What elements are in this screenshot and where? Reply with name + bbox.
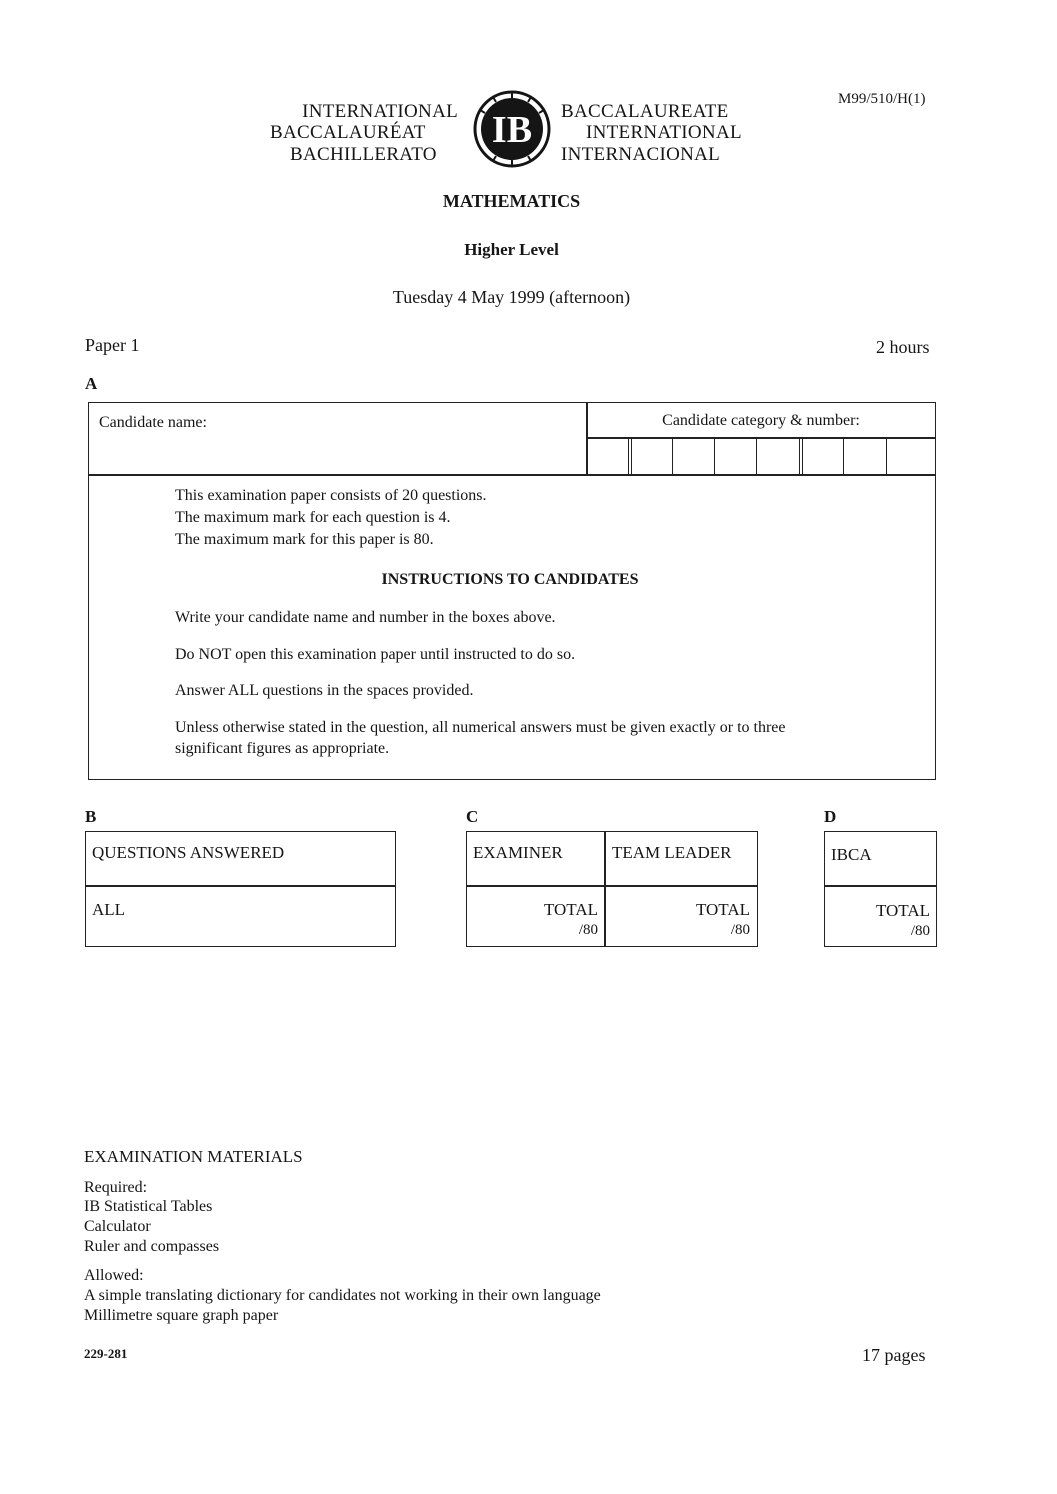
section-c-letter: C <box>466 807 479 826</box>
candidate-number-label: Candidate category & number: <box>662 412 860 429</box>
instruction-line: Answer ALL questions in the spaces provided. <box>175 682 474 699</box>
team-leader-total-label: TOTAL <box>695 900 750 919</box>
header-left-line-3: BACHILLERATO <box>290 144 437 165</box>
examiner-total-label: TOTAL <box>543 900 598 919</box>
examiner-total-max: /80 <box>578 922 598 938</box>
section-b-divider <box>85 885 396 887</box>
digit-box[interactable] <box>802 438 844 475</box>
required-label: Required: <box>84 1179 148 1196</box>
page-count: 17 pages <box>862 1345 926 1365</box>
digit-box[interactable] <box>886 438 936 475</box>
materials-title: EXAMINATION MATERIALS <box>84 1147 303 1166</box>
instruction-line: Write your candidate name and number in the boxes above. <box>175 609 556 626</box>
digit-box[interactable] <box>843 438 887 475</box>
info-line: The maximum mark for this paper is 80. <box>175 531 434 548</box>
ibca-total-label: TOTAL <box>875 901 930 920</box>
section-d-divider <box>824 885 937 887</box>
required-item: IB Statistical Tables <box>84 1198 213 1215</box>
info-line: The maximum mark for each question is 4. <box>175 509 451 526</box>
level-title: Higher Level <box>464 240 559 259</box>
header-left-line-1: INTERNATIONAL <box>302 101 458 122</box>
required-item: Calculator <box>84 1218 151 1235</box>
digit-box[interactable] <box>714 438 757 475</box>
instructions-title: INSTRUCTIONS TO CANDIDATES <box>381 571 639 588</box>
paper-number: Paper 1 <box>85 335 140 355</box>
team-leader-header: TEAM LEADER <box>612 843 732 862</box>
info-line: This examination paper consists of 20 questions. <box>175 487 487 504</box>
team-leader-total-max: /80 <box>730 922 750 938</box>
paper-duration: 2 hours <box>876 337 930 357</box>
candidate-name-label: Candidate name: <box>99 414 207 431</box>
section-b-letter: B <box>85 807 97 826</box>
section-c-divider <box>466 885 758 887</box>
ibca-total-max: /80 <box>910 923 930 939</box>
ib-logo-icon <box>473 90 551 168</box>
header-right-line-1: BACCALAUREATE <box>561 101 729 122</box>
ibca-header: IBCA <box>831 845 872 864</box>
subject-title: MATHEMATICS <box>442 191 581 211</box>
logo-text: IB <box>491 109 533 151</box>
section-d-letter: D <box>824 807 837 826</box>
questions-answered-value: ALL <box>92 900 126 919</box>
header-right-line-2: INTERNATIONAL <box>586 122 742 143</box>
allowed-item: Millimetre square graph paper <box>84 1307 279 1324</box>
paper-reference: 229-281 <box>84 1346 128 1361</box>
required-item: Ruler and compasses <box>84 1238 220 1255</box>
allowed-label: Allowed: <box>84 1267 144 1284</box>
exam-date: Tuesday 4 May 1999 (afternoon) <box>392 287 631 307</box>
header-left-line-2: BACCALAURÉAT <box>270 122 426 143</box>
section-a-letter: A <box>85 374 98 393</box>
instruction-line: Do NOT open this examination paper until instructed to do so. <box>175 646 576 663</box>
instruction-line: Unless otherwise stated in the question, all numerical answers must be given exactly or to three <box>175 719 786 736</box>
digit-box[interactable] <box>756 438 800 475</box>
allowed-item: A simple translating dictionary for candidates not working in their own language <box>84 1287 601 1304</box>
paper-code: M99/510/H(1) <box>838 91 926 107</box>
examiner-header: EXAMINER <box>473 843 563 862</box>
questions-answered-header: QUESTIONS ANSWERED <box>92 843 285 862</box>
digit-box[interactable] <box>672 438 715 475</box>
digit-box[interactable] <box>631 438 673 475</box>
instruction-line: significant figures as appropriate. <box>175 740 390 757</box>
header-right-line-3: INTERNACIONAL <box>561 144 721 165</box>
